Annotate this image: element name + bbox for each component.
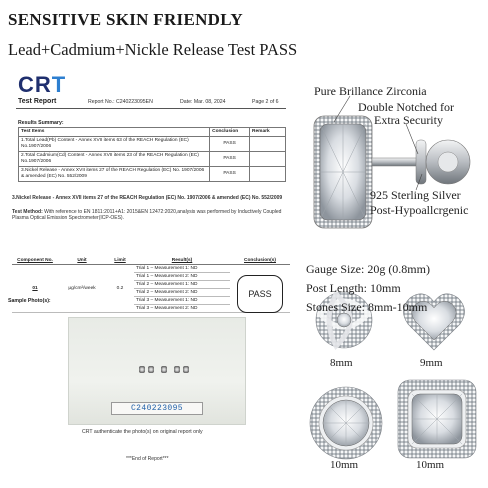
size-label-heart: 9mm bbox=[420, 357, 443, 369]
limit: 0.2 bbox=[106, 265, 134, 313]
cushion-halo-earring bbox=[398, 380, 476, 458]
round-halo-earring bbox=[310, 387, 382, 459]
report-number: Report No.: C240223095EN bbox=[88, 99, 153, 105]
earring-sample-icon bbox=[183, 366, 189, 373]
measurement: Trial 3 – Measurement 2: ND bbox=[134, 305, 230, 313]
summary-heading: Results Summary: bbox=[18, 120, 64, 126]
test-report bbox=[4, 64, 296, 486]
summary-header: Conclusion bbox=[210, 128, 250, 137]
report-date: Date: Mar. 08, 2024 bbox=[180, 99, 226, 105]
summary-table bbox=[18, 127, 286, 182]
size-label-round: 10mm bbox=[330, 459, 359, 471]
spec-gauge: Gauge Size: 20g (0.8mm) bbox=[306, 262, 430, 276]
headline: SENSITIVE SKIN FRIENDLY bbox=[8, 10, 243, 29]
measurement: Trial 2 – Measurement 2: ND bbox=[134, 289, 230, 297]
measurement: Trial 1 – Measurement 1: ND bbox=[134, 265, 230, 273]
summary-header: Test Items bbox=[19, 128, 210, 137]
table-row: 3.Nickel Release - Annex XVII items 27 of the REACH Regulation (EC) No. 1907/2006 & amended (EC) No. 552/2009 PASS bbox=[19, 167, 286, 182]
results-header: Result(s) bbox=[134, 257, 230, 265]
measurement: Trial 2 – Measurement 1: ND bbox=[134, 281, 230, 289]
report-title: Test Report bbox=[18, 98, 57, 105]
results-header: Component No. bbox=[12, 257, 58, 265]
summary-header: Remark bbox=[250, 128, 286, 137]
results-header: Limit bbox=[106, 257, 134, 265]
subheadline: Lead+Cadmium+Nickle Release Test PASS bbox=[8, 40, 298, 59]
results-header: Unit bbox=[58, 257, 106, 265]
label-zirconia: Pure Brillance Zirconia bbox=[314, 84, 427, 98]
spec-post-length: Post Length: 10mm bbox=[306, 281, 401, 295]
nickel-heading: 3.Nickel Release - Annex XVII items 27 of the REACH Regulation (EC) No. 1907/2006 & amended (EC) No. 552/2009 bbox=[12, 195, 283, 201]
earring-sample-icon bbox=[148, 366, 154, 373]
earring-sample-icon bbox=[139, 366, 145, 373]
table-row: 2.Total Cadmium(Cd) Content - Annex XVII items 23 of the REACH Regulation (EC) No.1907/2006 PASS bbox=[19, 152, 286, 167]
results-header: Conclusion(s) bbox=[230, 257, 290, 265]
report-page: Page 2 of 6 bbox=[252, 99, 279, 105]
crt-logo: CRT bbox=[18, 72, 67, 97]
label-notched-line2: Extra Security bbox=[374, 113, 443, 127]
table-row bbox=[12, 265, 290, 273]
label-silver-line2: Post-Hypoallcrgenic bbox=[370, 203, 469, 217]
end-of-report: ***End of Report*** bbox=[126, 456, 169, 462]
sample-photo-label: Sample Photo(s): bbox=[8, 298, 51, 304]
measurement: Trial 3 – Measurement 1: ND bbox=[134, 297, 230, 305]
table-row: 1.Total Lead(Pb) Content - Annex XVII items 63 of the REACH Regulation (EC) No.1907/2006 PASS bbox=[19, 137, 286, 152]
header-divider bbox=[16, 108, 286, 109]
pass-badge: PASS bbox=[237, 275, 283, 313]
label-notched-line1: Double Notched for bbox=[358, 100, 454, 114]
measurement: Trial 1 – Measurement 2: ND bbox=[134, 273, 230, 281]
photo-caption: CRT authenticate the photo(s) on original report only bbox=[82, 429, 203, 435]
unit: μg/cm²/week bbox=[58, 265, 106, 313]
component-no: 01 bbox=[12, 265, 58, 313]
spec-stone-size: Stones Size: 8mm-10mm bbox=[306, 300, 428, 314]
earring-sample-icon bbox=[161, 366, 167, 373]
sample-code-sticker: C240223095 bbox=[111, 402, 203, 415]
size-label-knot: 8mm bbox=[330, 357, 353, 369]
test-method: Test Method: With reference to EN 1811:2011+A1: 2015&EN 12472:2020,analysis was performed by Inductively Coupled Plasma Optical Emission Spectrometer(ICP-OES). bbox=[12, 209, 282, 222]
earring-sample-icon bbox=[174, 366, 180, 373]
sample-photo bbox=[68, 317, 246, 425]
size-label-cushion: 10mm bbox=[416, 459, 445, 471]
label-silver-line1: 925 Sterling Silver bbox=[370, 188, 461, 202]
